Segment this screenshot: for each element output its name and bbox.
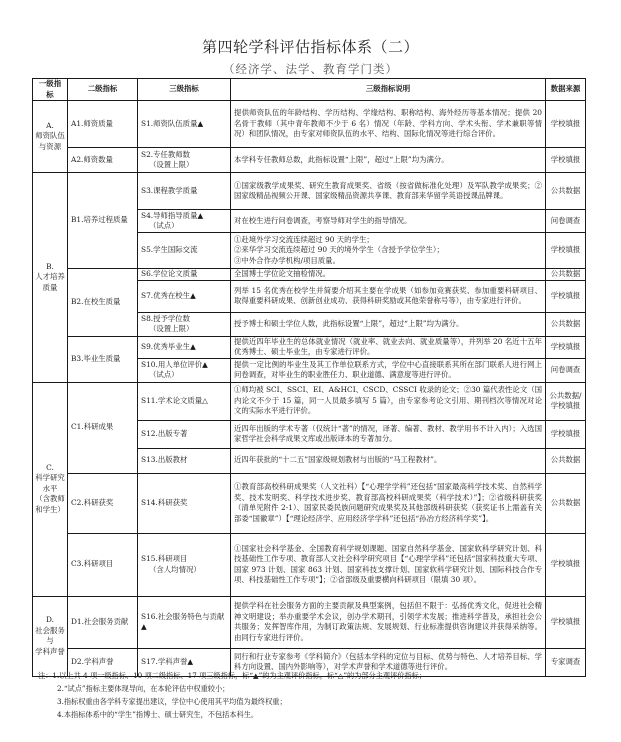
level1-code: C. — [46, 462, 54, 472]
source-cell: 学校填报 — [546, 280, 586, 312]
level3-cell — [138, 312, 231, 336]
description-cell: 授予博士和硕士学位人数，此指标设置“上限”，超过“上限”均为满分。 — [231, 312, 546, 336]
level1-name-line: 人才培养 — [35, 272, 65, 281]
level3-cell — [138, 101, 231, 148]
level1-cell — [33, 101, 68, 173]
table-row — [33, 382, 586, 420]
level3-line: S8.授予学位数 — [141, 313, 191, 323]
table-row — [33, 596, 586, 648]
source-cell: 问卷调查 — [546, 210, 586, 233]
level2-cell: A2.师资数量 — [68, 148, 138, 173]
level1-cell — [33, 596, 68, 676]
source-cell: 学校填报 — [546, 148, 586, 173]
level2-cell: B3.毕业生质量 — [68, 336, 138, 382]
level2-cell: B2.在校生质量 — [68, 269, 138, 337]
source-cell: 学校填报 — [546, 420, 586, 448]
source-cell: 问卷调查 — [546, 358, 586, 382]
description-cell: 本学科专任教师总数，此指标设置“上限”，超过“上限”均为满分。 — [231, 148, 546, 173]
source-cell: 公共数据 — [546, 173, 586, 210]
level3-cell — [138, 420, 231, 448]
level2-cell: C1.科研成果 — [68, 382, 138, 473]
description-cell: ①国家级教学成果奖、研究生教育成果奖、省级（按省做标准化处理）及军队教学成果奖；②国家级精品视频公开课、国家级精品资源共享课、教育部来华留学英语授课品牌课。 — [231, 173, 546, 210]
table-row — [33, 336, 586, 358]
level1-code: B. — [46, 261, 54, 271]
document-title: 第四轮学科评估指标体系（二） — [201, 38, 419, 56]
level3-cell — [138, 533, 231, 596]
source-cell: 公共数据 — [546, 448, 586, 473]
level3-line: （含人均情况） — [149, 564, 201, 574]
level1-code: A. — [46, 120, 54, 130]
source-cell: 公共数据/学校填报 — [546, 382, 586, 420]
table-row — [33, 148, 586, 173]
source-cell: 学校填报 — [546, 596, 586, 648]
level3-line: S5.学生国际交流 — [141, 245, 198, 255]
level3-line: S9.优秀毕业生▲ — [141, 341, 196, 351]
level3-line: S6.学位论文质量 — [141, 269, 198, 278]
description-cell: 全国博士学位论文抽检情况。 — [231, 269, 546, 281]
level1-name-line: 学科声誉 — [35, 646, 65, 656]
description-cell: ①师均被 SCI、SSCI、EI、A&HCI、CSCD、CSSCI 收录的论文；②30 篇代表性论文（国内论文不少于 15 篇，同一人员最多填写 5 篇），由专家参考论文引用、期刊档次等情况对论文的实际水平进行评价。 — [231, 382, 546, 420]
description-cell: 同行和行业专家参考《学科简介》（包括本学科的定位与目标、优势与特色、人才培养目标、学科方向设置、国内外影响等），对学术声誉和学术道德等进行评价。 — [231, 648, 546, 676]
description-cell: 列举 15 名优秀在校学生并简要介绍其主要在学成果（如参加竞赛获奖、参加重要科研项目、取得重要科研成果、创新创业成功、获得科研奖励或其他荣誉称号等），由专家进行评价。 — [231, 280, 546, 312]
level1-name-line: 水平 — [42, 483, 58, 493]
note-4: 4.本指标体系中的“学生”指博士、硕士研究生，不包括本科生。 — [57, 710, 259, 719]
note-2: 2.“试点”指标主要体现导向，在本轮评估中权重较小； — [57, 684, 230, 693]
level3-line: S13.出版教材 — [141, 455, 188, 465]
level3-cell — [138, 382, 231, 420]
level1-cell — [33, 173, 68, 383]
level3-line: S2.专任教师数 — [141, 149, 191, 159]
level2-cell: D1.社会服务贡献 — [68, 596, 138, 648]
description-line: ③中外合作办学机构/项目质量。 — [234, 255, 340, 265]
level3-line: S14.科研获奖 — [141, 497, 188, 507]
level3-cell — [138, 148, 231, 173]
level2-cell: A1.师资质量 — [68, 101, 138, 148]
source-cell: 学校填报 — [546, 233, 586, 269]
level3-cell — [138, 233, 231, 269]
description-line: ②来华学习交流连续超过 90 天的境外学生（含授予学位学生）； — [234, 245, 444, 255]
table-row — [33, 473, 586, 533]
table-header-row — [33, 79, 586, 101]
level3-line: S17.学科声誉▲ — [141, 656, 194, 666]
level1-name-line: 与资源 — [38, 141, 62, 151]
level1-name-line: 社会服务 — [35, 625, 65, 635]
level3-line: S1.师资队伍质量▲ — [141, 118, 204, 128]
header-level1: 一级指标 — [33, 79, 68, 101]
table-row — [33, 101, 586, 148]
document-subtitle: （经济学、法学、教育学门类） — [223, 62, 398, 76]
indicator-table — [32, 78, 586, 677]
level3-line: S15.科研项目 — [141, 554, 188, 563]
level3-line: （设置上限） — [149, 160, 194, 169]
level3-cell — [138, 448, 231, 473]
description-line: ①赴境外学习交流连续超过 90 天的学生； — [234, 234, 374, 244]
source-cell: 专家调查 — [546, 648, 586, 676]
header-level2: 二级指标 — [68, 79, 138, 101]
level3-line: （试点） — [149, 221, 179, 230]
level2-cell: D2.学科声誉 — [68, 648, 138, 676]
level3-line: S4.导师指导质量▲ — [141, 210, 204, 220]
source-cell: 学校填报 — [546, 336, 586, 358]
header-level3: 三级指标 — [138, 79, 231, 101]
level3-line: ▲ — [141, 622, 147, 631]
level1-name-line: 和学生） — [35, 504, 65, 514]
header-description: 三级指标说明 — [231, 79, 546, 101]
description-cell: 提供近四年毕业生的总体就业情况（就业率、就业去向、就业质量等），并列举 20 名近十五年优秀博士、硕士毕业生，由专家进行评价。 — [231, 336, 546, 358]
source-cell: 公共数据 — [546, 473, 586, 533]
level1-name-line: 科学研究 — [35, 473, 65, 483]
source-cell: 学校填报 — [546, 533, 586, 596]
description-cell — [231, 233, 546, 269]
level3-line: S10.用人单位评价▲ — [141, 359, 208, 369]
description-cell: 提供学科在社会服务方面的主要贡献及典型案例，包括但不限于：弘扬优秀文化，促进社会精神文明建设；举办重要学术会议，创办学术期刊，引领学术发展；推进科学普及，承担社会公共服务；发挥智库作用，为制订政策法规、发展规划、行业标准提供咨询建议并获得采纳等。由同行专家进行评价。 — [231, 596, 546, 648]
level2-cell: C2.科研获奖 — [68, 473, 138, 533]
level3-cell — [138, 336, 231, 358]
level2-cell: C3.科研项目 — [68, 533, 138, 596]
level3-cell — [138, 596, 231, 648]
level1-code: D. — [45, 615, 54, 624]
level3-line: （试点） — [149, 370, 179, 379]
level1-name-line: （含教师 — [35, 494, 65, 504]
level1-name-line: 与 — [46, 636, 54, 645]
description-cell: ①教育部高校科研成果奖（人文社科）【“心理学学科”还包括“国家最高科学技术奖、自然科学奖、技术发明奖、科学技术进步奖、教育部高校科研成果奖（科学技术）”】；②省级科研获奖（清单见附件 2-1）、国家民委民族问题研究成果奖及其他部级科研获奖（获奖证书上需盖有关部委“国徽章”）【“理论经济学、应用经济学学科”还包括“孙冶方经济科学奖”】。 — [231, 473, 546, 533]
source-cell: 公共数据 — [546, 269, 586, 281]
level3-cell — [138, 210, 231, 233]
source-cell: 公共数据 — [546, 312, 586, 336]
level3-line: S7.优秀在校生▲ — [141, 290, 196, 300]
level3-line: （设置上限） — [149, 324, 194, 333]
level2-cell: B1.培养过程质量 — [68, 173, 138, 269]
level3-line: S3.课程教学质量 — [141, 185, 198, 195]
description-cell: 提供师资队伍的年龄结构、学历结构、学缘结构、职称结构、海外经历等基本情况；提供 20 名骨干教师（其中青年教师不少于 6 名）情况（年龄、学科方向、学术头衔、学术兼职等情况）和团队情况，由专家对师资队伍的水平、结构、国际化情况等进行综合评价。 — [231, 101, 546, 148]
table-row — [33, 533, 586, 596]
note-3: 3.指标权重由各学科专家提出建议，学位中心使用其平均值为最终权重； — [57, 697, 287, 706]
level3-cell — [138, 358, 231, 382]
description-cell: 近四年获批的“十二五”国家级规划教材与出版的“马工程教材”。 — [231, 448, 546, 473]
level1-name-line: 质量 — [42, 282, 58, 292]
header-source: 数据来源 — [546, 79, 586, 101]
description-cell: 近四年出版的学术专著（仅统计“著”的情况，译著、编著、教材、教学用书不计入内）；入选国家哲学社会科学成果文库或出版译本的专著加分。 — [231, 420, 546, 448]
level3-line: S12.出版专著 — [141, 428, 188, 438]
level1-name-line: 师资队伍 — [35, 131, 65, 141]
level1-cell — [33, 382, 68, 596]
level3-line: S11.学术论文质量△ — [141, 395, 208, 405]
description-cell: ①国家社会科学基金、全国教育科学规划课题、国家自然科学基金、国家软科学研究计划、科技基础性工作专项、教育部人文社会科学研究项目【“心理学学科”还包括“国家科技重大专项、国家 973 计划、国家 863 计划、国家科技支撑计划、国家软科学研究计划、国际科技合作专项、科技基础性工作专项”】；②省部级及重要横向科研项目（限填 30 项）。 — [231, 533, 546, 596]
level3-cell — [138, 269, 231, 281]
note-1: 注：1.以上共 4 项一级指标、10 项二级指标、17 项三级指标，标“▲”的为主观评价指标，标“△”的为部分主观评价指标； — [38, 671, 427, 680]
description-cell: 对在校生进行问卷调查，考察导师对学生的指导情况。 — [231, 210, 546, 233]
level3-cell — [138, 473, 231, 533]
level3-line: S16.社会服务特色与贡献 — [141, 611, 225, 621]
level3-cell — [138, 173, 231, 210]
source-cell: 学校填报 — [546, 101, 586, 148]
description-cell: 提供一定比例的毕业生及其工作单位联系方式，学位中心直接联系其所在部门联系人进行网上问卷调查，对毕业生的职业胜任力、职业道德、满意度等进行评价。 — [231, 358, 546, 382]
table-row — [33, 173, 586, 210]
table-row — [33, 269, 586, 281]
level3-cell — [138, 280, 231, 312]
